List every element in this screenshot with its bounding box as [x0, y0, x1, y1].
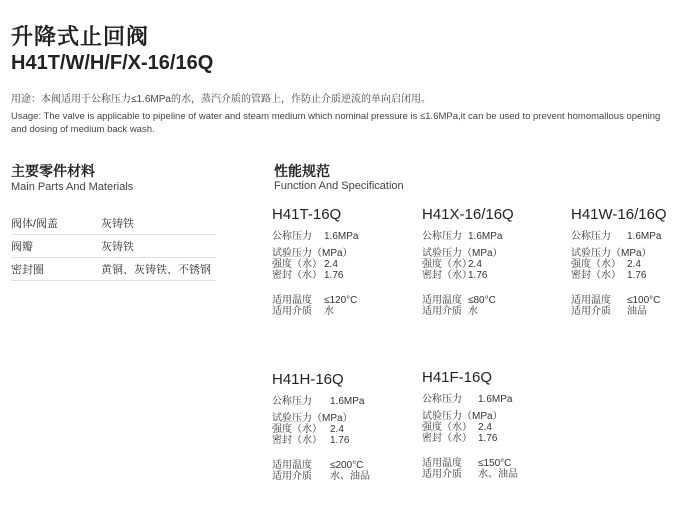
part-name: 密封圈	[11, 258, 101, 281]
nominal-pressure-label: 公称压力	[272, 231, 312, 242]
part-material: 黄铜、灰铸铁、不锈钢	[101, 258, 216, 281]
model-name: H41H-16Q	[272, 371, 344, 388]
nominal-pressure-value: 1.6MPa	[330, 396, 365, 407]
test-pressure-label: 试验压力（MPa）	[422, 411, 503, 422]
seal-label: 密封（水）	[272, 435, 322, 446]
seal-value: 1.76	[627, 270, 647, 281]
spec-block-h41t	[272, 206, 358, 317]
spec-list	[272, 231, 358, 317]
seal-value: 1.76	[324, 270, 344, 281]
part-name: 阀瓣	[11, 235, 101, 258]
spec-block-h41h	[272, 371, 370, 482]
medium-label: 适用介质	[422, 469, 462, 480]
spec-list	[272, 396, 370, 482]
medium-value: 水	[468, 306, 478, 317]
model-title: H41T/W/H/F/X-16/16Q	[11, 52, 214, 74]
seal-label: 密封（水）	[422, 433, 472, 444]
temperature-label: 适用温度	[272, 295, 312, 306]
strength-label: 强度（水）	[571, 259, 621, 270]
model-name: H41W-16/16Q	[571, 206, 667, 223]
test-pressure-label: 试验压力（MPa）	[422, 248, 503, 259]
materials-title-en: Main Parts And Materials	[11, 181, 134, 193]
model-name: H41F-16Q	[422, 369, 493, 386]
nominal-pressure-value: 1.6MPa	[627, 231, 662, 242]
strength-label: 强度（水）	[422, 259, 472, 270]
seal-value: 1.76	[478, 433, 498, 444]
temperature-label: 适用温度	[272, 460, 312, 471]
specs-title-cn: 性能规范	[274, 163, 330, 179]
strength-value: 2.4	[627, 259, 641, 270]
nominal-pressure-value: 1.6MPa	[468, 231, 503, 242]
nominal-pressure-label: 公称压力	[571, 231, 611, 242]
spec-list	[422, 394, 518, 480]
medium-label: 适用介质	[272, 471, 312, 482]
materials-title-cn: 主要零件材料	[11, 163, 95, 179]
table-row	[11, 258, 216, 281]
materials-table	[11, 212, 216, 281]
medium-label: 适用介质	[422, 306, 462, 317]
seal-label: 密封（水）	[272, 270, 322, 281]
temperature-value: ≤200°C	[330, 460, 364, 471]
spec-block-h41f	[422, 369, 518, 480]
seal-label: 密封（水）	[422, 270, 472, 281]
strength-label: 强度（水）	[272, 424, 322, 435]
temperature-label: 适用温度	[422, 458, 462, 469]
strength-value: 2.4	[468, 259, 482, 270]
strength-label: 强度（水）	[422, 422, 472, 433]
part-name: 阀体/阀盖	[11, 212, 101, 235]
medium-value: 水、油品	[330, 471, 370, 482]
nominal-pressure-label: 公称压力	[422, 231, 462, 242]
test-pressure-label: 试验压力（MPa）	[571, 248, 652, 259]
nominal-pressure-label: 公称压力	[272, 396, 312, 407]
medium-value: 油品	[627, 306, 647, 317]
test-pressure-label: 试验压力（MPa）	[272, 248, 353, 259]
spec-list	[571, 231, 667, 317]
specs-title-en: Function And Specification	[274, 180, 404, 192]
test-pressure-label: 试验压力（MPa）	[272, 413, 353, 424]
medium-value: 水	[324, 306, 334, 317]
medium-label: 适用介质	[272, 306, 312, 317]
temperature-label: 适用温度	[422, 295, 462, 306]
strength-value: 2.4	[478, 422, 492, 433]
model-name: H41T-16Q	[272, 206, 342, 223]
part-material: 灰铸铁	[101, 212, 216, 235]
seal-value: 1.76	[330, 435, 350, 446]
usage-cn: 用途：本阀适用于公称压力≤1.6MPa的水，蒸汽介质的管路上，作防止介质逆流的单向启闭用。	[11, 94, 431, 105]
usage-en: Usage: The valve is applicable to pipeline of water and steam medium which nominal pressure is ≤1.6MPa,it can be used to prevent homomallous opening and dosing of medium back wash.	[11, 111, 661, 135]
spec-block-h41w	[571, 206, 667, 317]
temperature-value: ≤100°C	[627, 295, 661, 306]
spec-block-h41x	[422, 206, 514, 317]
strength-value: 2.4	[330, 424, 344, 435]
spec-list	[422, 231, 514, 317]
temperature-value: ≤120°C	[324, 295, 358, 306]
nominal-pressure-value: 1.6MPa	[324, 231, 359, 242]
table-row	[11, 235, 216, 258]
seal-value: 1.76	[468, 270, 488, 281]
nominal-pressure-value: 1.6MPa	[478, 394, 513, 405]
part-material: 灰铸铁	[101, 235, 216, 258]
model-name: H41X-16/16Q	[422, 206, 514, 223]
seal-label: 密封（水）	[571, 270, 621, 281]
medium-value: 水、油品	[478, 469, 518, 480]
table-row	[11, 212, 216, 235]
strength-label: 强度（水）	[272, 259, 322, 270]
nominal-pressure-label: 公称压力	[422, 394, 462, 405]
temperature-value: ≤150°C	[478, 458, 512, 469]
strength-value: 2.4	[324, 259, 338, 270]
temperature-label: 适用温度	[571, 295, 611, 306]
medium-label: 适用介质	[571, 306, 611, 317]
temperature-value: ≤80°C	[468, 295, 496, 306]
page-title: 升降式止回阀	[11, 24, 150, 49]
